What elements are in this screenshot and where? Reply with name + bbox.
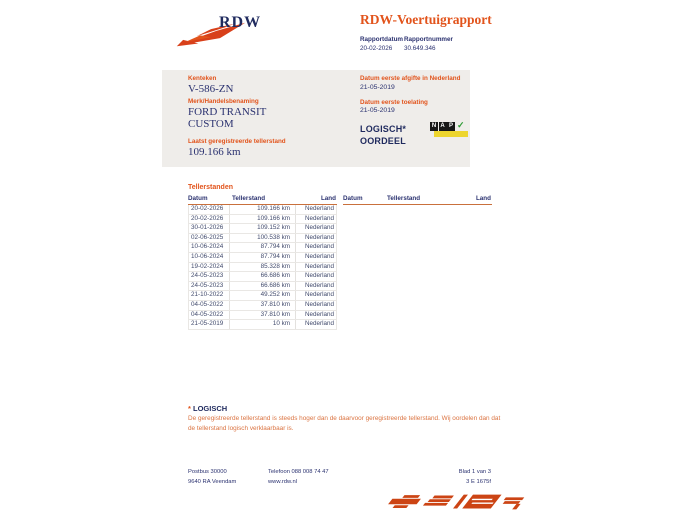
cell-land: Nederland (304, 291, 334, 299)
nap-yellow-bar (434, 131, 468, 137)
cell-datum: 20-02-2026 (191, 205, 224, 212)
oordeel-line1: LOGISCH* (360, 124, 407, 134)
col-header-datum: Datum (343, 195, 363, 202)
table-row (188, 215, 337, 225)
col-header-land: Land (475, 195, 491, 202)
tellerstand-table-left (188, 193, 337, 330)
tellerstand-table-right (343, 193, 492, 205)
cell-tellerstand: 109.166 km (229, 215, 296, 224)
report-number-label: Rapportnummer (404, 36, 453, 43)
rdw-logo-text: RDW (219, 14, 262, 31)
note-asterisk: * (188, 404, 194, 413)
cell-tellerstand: 109.152 km (229, 224, 296, 233)
table-row (188, 263, 337, 273)
table-row (188, 243, 337, 253)
tellerstanden-section-title: Tellerstanden (188, 184, 233, 191)
cell-land: Nederland (304, 272, 334, 280)
cell-tellerstand: 37.810 km (229, 311, 296, 320)
nap-check-icon: ✓ (457, 120, 465, 130)
cell-tellerstand: 100.538 km (229, 234, 296, 243)
afgifte-label: Datum eerste afgifte in Nederland (360, 75, 461, 82)
cell-land: Nederland (304, 214, 334, 222)
cell-datum: 02-06-2025 (191, 233, 224, 241)
report-date-label: Rapportdatum (360, 36, 404, 43)
col-header-land: Land (320, 195, 336, 202)
oordeel-line2: OORDEEL (360, 136, 406, 146)
cell-tellerstand: 66.686 km (229, 272, 296, 281)
cell-land: Nederland (304, 300, 334, 308)
footer-address-line2: 9640 RA Veendam (188, 478, 237, 485)
col-header-datum: Datum (188, 195, 208, 202)
cell-land: Nederland (304, 243, 334, 251)
cell-datum: 04-05-2022 (191, 300, 224, 308)
table-row (188, 253, 337, 263)
nap-logo (430, 122, 470, 139)
cell-tellerstand: 10 km (229, 320, 296, 329)
table-row (188, 282, 337, 292)
footer-phone: Telefoon 088 008 74 47 (268, 469, 329, 475)
cell-tellerstand: 109.166 km (229, 205, 296, 214)
kenteken-label: Kenteken (188, 75, 217, 82)
tellerstand-rows (188, 205, 337, 330)
afgifte-value: 21-05-2019 (360, 84, 395, 91)
toelating-value: 21-05-2019 (360, 107, 395, 114)
cell-tellerstand: 49.252 km (229, 291, 296, 300)
merk-value-line1: FORD TRANSIT (188, 106, 267, 118)
nap-letter-p: P (448, 123, 453, 129)
report-title: RDW-Voertuigrapport (360, 12, 492, 27)
footer-address-line1: Postbus 30000 (188, 469, 227, 475)
footer-website-link[interactable]: www.rdw.nl (268, 478, 297, 485)
cell-datum: 21-05-2019 (191, 320, 224, 328)
merk-label: Merk/Handelsbenaming (188, 98, 259, 105)
table-row (188, 224, 337, 234)
cell-land: Nederland (304, 310, 334, 318)
report-number-value: 30.649.346 (404, 45, 436, 52)
cell-datum: 24-05-2023 (191, 281, 224, 289)
table-row (188, 234, 337, 244)
cell-land: Nederland (304, 320, 334, 328)
rdw-stripes-graphic (377, 491, 529, 513)
cell-datum: 10-06-2024 (191, 252, 224, 260)
toelating-label: Datum eerste toelating (360, 99, 428, 106)
note-title (188, 404, 227, 413)
cell-tellerstand: 37.810 km (229, 301, 296, 310)
cell-land: Nederland (304, 262, 334, 270)
cell-land: Nederland (304, 252, 334, 260)
tellerstand-value: 109.166 km (188, 146, 241, 158)
table-row (188, 205, 337, 215)
cell-tellerstand: 85.328 km (229, 263, 296, 272)
cell-land: Nederland (304, 233, 334, 241)
footer-form-code: 3 E 1675f (466, 478, 491, 485)
cell-tellerstand: 66.686 km (229, 282, 296, 291)
footer-address (188, 468, 236, 487)
cell-land: Nederland (304, 281, 334, 289)
table-row (188, 301, 337, 311)
tellerstand-label: Laatst geregistreerde tellerstand (188, 138, 286, 145)
cell-datum: 21-10-2022 (191, 291, 224, 299)
report-date-value: 20-02-2026 (360, 45, 393, 52)
cell-land: Nederland (304, 205, 334, 212)
merk-value-line2: CUSTOM (188, 118, 234, 130)
nap-letter-a: A (440, 123, 445, 129)
cell-datum: 10-06-2024 (191, 243, 224, 251)
col-header-tellerstand: Tellerstand (232, 195, 266, 202)
cell-datum: 24-05-2023 (191, 272, 224, 280)
table-header (343, 193, 492, 205)
cell-datum: 30-01-2026 (191, 224, 224, 232)
footer-contact (268, 468, 329, 487)
footer-meta (459, 468, 491, 487)
table-row (188, 320, 337, 330)
nap-letter-n: N (431, 123, 437, 129)
cell-datum: 20-02-2026 (191, 214, 224, 222)
footer-page-indicator: Blad 1 van 3 (458, 469, 491, 475)
cell-tellerstand: 87.794 km (229, 243, 296, 252)
kenteken-value: V-586-ZN (188, 83, 234, 95)
cell-datum: 19-02-2024 (191, 262, 224, 270)
table-row (188, 272, 337, 282)
note-text: De geregistreerde tellerstand is steeds hoger dan de daarvoor geregistreerde tellerstand. Wij oordelen dan dat de tellerstand logisch verklaarbaar is. (188, 415, 501, 433)
col-header-tellerstand: Tellerstand (387, 195, 421, 202)
cell-datum: 04-05-2022 (191, 310, 224, 318)
cell-land: Nederland (304, 224, 334, 232)
table-row (188, 291, 337, 301)
table-header (188, 193, 337, 205)
cell-tellerstand: 87.794 km (229, 253, 296, 262)
note-title-text: LOGISCH (193, 404, 228, 413)
table-row (188, 311, 337, 321)
